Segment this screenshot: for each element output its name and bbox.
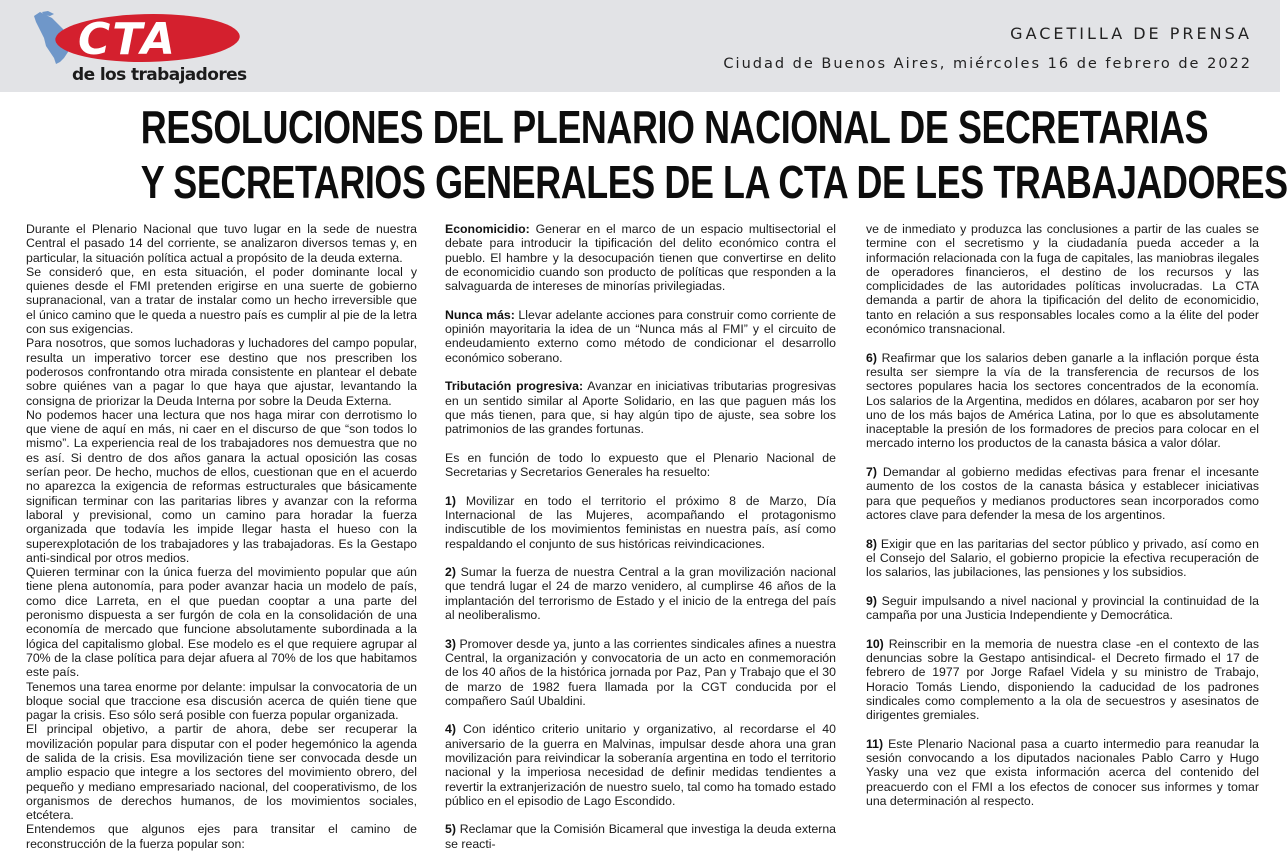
- resolution-text: Este Plenario Nacional pasa a cuarto intermedio para reanudar la sesión convocando a los diputados nacionales Pablo Carro y Hugo Yasky una vez que exista información acerca del contenido del preacuerdo con el FMI a los efectos de conocer sus informes y tomar una determinación al respecto.: [866, 736, 1259, 808]
- axis-nunca-mas: [445, 308, 836, 365]
- body-paragraph: Tenemos una tarea enorme por delante: impulsar la convocatoria de un bloque social que traccione esa discusión acerca de quién tiene que pagar la crisis. Eso sólo será posible con fuerza popular organizada.: [26, 679, 417, 723]
- resolution-9: [866, 594, 1259, 623]
- resolution-text: Sumar la fuerza de nuestra Central a la gran movilización nacional que tendrá lugar el 24 de marzo venidero, al cumplirse 46 años de la implantación del terrorismo de Estado y el inicio de la entrega del país al neoliberalismo.: [445, 565, 836, 623]
- body-paragraph: Quieren terminar con la única fuerza del movimiento popular que aún tiene plena autonomía, para poder avanzar hacia un modelo de país, como dice Larreta, en el que puedan cooptar a una parte del peronismo dispuesta a ser furgón de cola en la consolidación de una economía de mercado que funcione absolutamente subordinada a la lógica del capitalismo global. Ese modelo es el que requiere agrupar al 70% de la clase política para dejar afuera al 70% de los que habitamos este país.: [26, 565, 417, 680]
- axis-text: Avanzar en iniciativas tributarias progresivas en un sentido similar al Aporte Solidario, en las que paguen más los que más tienen, para que, si hay algún tipo de ajuste, sea sobre los patrimonios de las grandes fortunas.: [445, 379, 836, 437]
- axis-label: Tributación progresiva:: [445, 379, 584, 394]
- title-line-2: Y SECRETARIOS GENERALES DE LA CTA DE LES TRABAJADORES: [140, 156, 1288, 208]
- resolution-number: 8): [866, 536, 877, 551]
- resolution-5-continuation: ve de inmediato y produzca las conclusiones a partir de las cuales se termine con el secretismo y la ciudadanía pueda acceder a la información relacionada con la fuga de capitales, las maniobras ilegales de operadores financieros, el destino de los recursos y las complicidades de las autoridades políticas involucradas. La CTA demanda a partir de ahora la tipificación del delito de economicidio, tanto en relación a sus responsables locales como a la élite del poder económico transnacional.: [866, 222, 1259, 337]
- resolution-text: Exigir que en las paritarias del sector público y privado, así como en el Consejo del Salario, el gobierno propicie la efectiva recuperación de los salarios, las jubilaciones, las pensiones y los subsidios.: [866, 536, 1259, 580]
- press-release-label: GACETILLA DE PRENSA: [1010, 24, 1252, 43]
- resolution-text: Reinscribir en la memoria de nuestra clase -en el contexto de las denuncias sobre la Gestapo antisindical- el Decreto firmado el 17 de febrero de 1977 por Jorge Rafael Videla y su ministro de Trabajo, Horacio Tomás Liendo, disponiendo la caducidad de los padrones sindicales como complemento a la ola de secuestros y asesinatos de dirigentes gremiales.: [866, 636, 1259, 723]
- resolution-number: 6): [866, 350, 877, 365]
- resolution-number: 5): [445, 822, 456, 837]
- resolution-6: [866, 351, 1259, 451]
- axis-tributacion: [445, 379, 836, 436]
- resolution-number: 11): [866, 736, 884, 751]
- resolution-text: Reafirmar que los salarios deben ganarle a la inflación porque ésta resulta ser siempre la vía de la transferencia de recursos de los sectores populares hacia los sectores concentrados de la economía. Los salarios de la Argentina, medidos en dólares, acabaron por ser hoy uno de los más bajos de América Latina, por lo que es absolutamente inaceptable la presión de los formadores de precios para colocar en el mercado interno los productos de la canasta básica a valor dólar.: [866, 350, 1259, 451]
- body-paragraph: No podemos hacer una lectura que nos haga mirar con derrotismo lo que viene de aquí en más, ni caer en el discurso de que “son todos lo mismo”. La experiencia real de los trabajadores nos demuestra que no es así. Si dentro de dos años ganara la actual oposición las cosas serían peor. De hecho, muchos de ellos, cuestionan que en el acuerdo no aparezca la exigencia de reformas estructurales que básicamente significan terminar con las paritarias libres y avanzar con la reforma laboral y previsional, como un camino para horadar la fuerza organizada que todavía les impide llegar hasta el hueso con la superexplotación de los trabajadores y las trabajadoras. Es la Gestapo anti-sindical por otros medios.: [26, 407, 417, 565]
- resolution-10: [866, 637, 1259, 723]
- axis-text: Llevar adelante acciones para construir como corriente de opinión mayoritaria la idea de un “Nunca más al FMI” y el circuito de endeudamiento externo como método de condicionar el desarrollo económico soberano.: [445, 307, 836, 365]
- cta-logo: [30, 8, 250, 88]
- resolution-4: [445, 722, 836, 808]
- resolution-text: Con idéntico criterio unitario y organizativo, al recordarse el 40 aniversario de la guerra en Malvinas, impulsar desde ahora una gran movilización para reivindicar la soberanía argentina en todo el territorio nacional y la imperiosa necesidad de definir medidas tendientes a revertir la extranjerización de nuestro suelo, tal como ha tomado estado público en el episodio de Lago Escondido.: [445, 722, 836, 808]
- intro-paragraph: Durante el Plenario Nacional que tuvo lugar en la sede de nuestra Central el pasado 14 del corriente, se analizaron diversos temas y, en particular, la situación política actual a propósito de la deuda externa.: [26, 222, 417, 265]
- column-2: [445, 222, 836, 851]
- body-paragraph: Entendemos que algunos ejes para transitar el camino de reconstrucción de la fuerza popular son:: [26, 822, 417, 851]
- resolution-text: Reclamar que la Comisión Bicameral que investiga la deuda externa se reacti-: [445, 822, 836, 851]
- resolutions-intro: Es en función de todo lo expuesto que el Plenario Nacional de Secretarias y Secretarios Generales ha resuelto:: [445, 450, 836, 480]
- axis-label: Nunca más:: [445, 307, 515, 322]
- resolution-7: [866, 465, 1259, 522]
- body-paragraph: Se consideró que, en esta situación, el poder dominante local y quienes desde el FMI pretenden erigirse en una suerte de gobierno supranacional, van a tratar de instalar como un hecho irreversible que el único camino que le queda a nuestro país es cumplir al pie de la letra con sus exigencias.: [26, 264, 418, 337]
- body-paragraph: El principal objetivo, a partir de ahora, debe ser recuperar la movilización popular para disputar con el poder hegemónico la agenda de salida de la crisis. Esa movilización tiene ser convocada desde un amplio espacio que integre a los sectores del movimiento obrero, del pequeño y mediano empresariado nacional, del cooperativismo, de los organismos de derechos humanos, de los movimientos sociales, etcétera.: [26, 722, 417, 823]
- axis-economicidio: [445, 222, 836, 293]
- resolution-2: [445, 565, 836, 622]
- column-1: [26, 222, 417, 851]
- resolution-number: 10): [866, 636, 884, 651]
- title-line-1: RESOLUCIONES DEL PLENARIO NACIONAL DE SECRETARIAS: [140, 101, 1209, 153]
- axis-text: Generar en el marco de un espacio multisectorial el debate para introducir la tipificación del delito económico contra el pueblo. El hambre y la desocupación tienen que convertirse en delito de economicidio cuando son producto de políticas que responden a la salvaguarda de intereses de minorías privilegiadas.: [445, 222, 836, 294]
- resolution-3: [445, 637, 836, 708]
- cta-wordmark: [30, 8, 250, 70]
- resolution-8: [866, 537, 1259, 580]
- resolution-number: 4): [445, 722, 456, 737]
- column-3: [866, 222, 1259, 808]
- resolution-number: 3): [445, 636, 456, 651]
- resolution-number: 2): [445, 565, 456, 580]
- resolution-text: Seguir impulsando a nivel nacional y provincial la continuidad de la campaña por una Justicia Independiente y Democrática.: [866, 593, 1259, 623]
- resolution-text: Promover desde ya, junto a las corrientes sindicales afines a nuestra Central, la organización y convocatoria de un acto en conmemoración de los 40 años de la histórica jornada por Paz, Pan y Trabajo que el 30 de marzo de 1982 fuera llamada por la CGT conducida por el compañero Saúl Ubaldini.: [445, 636, 836, 708]
- press-header: [0, 0, 1280, 92]
- resolution-number: 9): [866, 593, 877, 608]
- cta-letters: CTA: [78, 14, 177, 65]
- resolution-text: Demandar al gobierno medidas efectivas para frenar el incesante aumento de los costos de la canasta básica y establecer iniciativas para que pequeños y medianos productores sean incorporados como actores clave para defender la mesa de los argentinos.: [866, 465, 1259, 522]
- resolution-text: Movilizar en todo el territorio el próximo 8 de Marzo, Día Internacional de las Mujeres, acompañando el protagonismo indiscutible de los movimientos feministas en nuestra país, así como respaldando el conjunto de sus históricas reivindicaciones.: [445, 493, 836, 551]
- resolution-number: 1): [445, 493, 456, 508]
- axis-label: Economicidio:: [445, 222, 530, 236]
- resolution-number: 7): [866, 465, 877, 480]
- document-title: [0, 100, 1288, 210]
- resolution-5: [445, 822, 836, 851]
- body-paragraph: Para nosotros, que somos luchadoras y luchadores del campo popular, resulta un imperativo torcer ese destino que nos prescriben los poderosos confrontando otra mirada consistente en plantear el debate sobre quiénes van a pagar lo que haya que ajustar, levantando la consigna de priorizar la Deuda Interna por sobre la Deuda Externa.: [26, 336, 417, 408]
- press-date: Ciudad de Buenos Aires, miércoles 16 de febrero de 2022: [723, 56, 1252, 72]
- resolution-11: [866, 737, 1259, 808]
- resolution-1: [445, 494, 836, 551]
- logo-subtitle: de los trabajadores: [72, 65, 247, 85]
